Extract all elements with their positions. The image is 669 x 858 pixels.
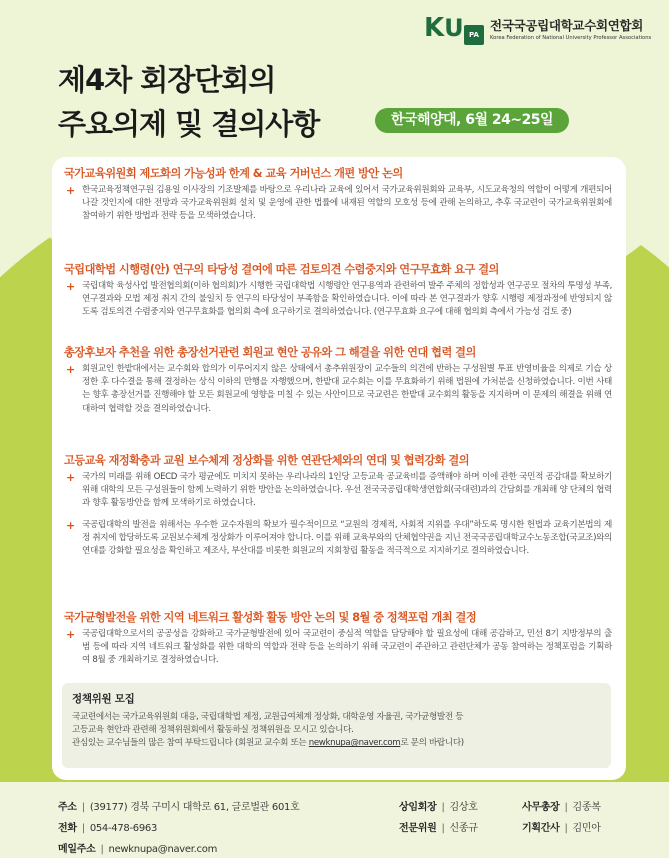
bullet-text: 국립대학 육성사업 발전협의회(이하 협의회)가 시행한 국립대학법 시행령안 연구용역과 관련하여 발주 주체의 정합성과 연구공모 절차의 투명성 부족, 연구결과와 모법 제정 취지 간의 불일치 등 연구의 타당성이 부족함을 확인하였습니다. 이에 따라 본 연구결과가 향후 시행령 제정과정에 반영되지 않도록 검토의견 수렴중지와 연구무효화를 협의회 측에 요구하기로 결의하였습니다. (연구무효화 요구에 대해 협의회 측에서 가능성 검토 중) bbox=[82, 281, 612, 318]
bullet-plus-icon: + bbox=[66, 471, 75, 484]
recruit-box bbox=[62, 683, 611, 768]
agenda-section-3 bbox=[64, 345, 612, 416]
separator: | bbox=[81, 823, 85, 834]
recruit-title: 정책위원 모집 bbox=[72, 693, 135, 705]
separator: | bbox=[441, 823, 445, 834]
recruit-line-1: 국교련에서는 국가교육위원회 대응, 국립대학법 제정, 교원급여체계 정상화, 대학운영 자율권, 국가균형발전 등 bbox=[72, 712, 464, 722]
bullet-text: 국가의 미래를 위해 OECD 국가 평균에도 미치지 못하는 우리나라의 1인당 고등교육 공교육비를 증액해야 하며 이에 관한 국민적 공감대를 확보하기 위해 대학의 모든 구성원들이 함께 노력하기 위한 방안을 논의하였습니다. 우선 전국국공립대학생연합회(국대련)과의 간담회를 개최해 양 단체의 협력과 향후 활동방안을 함께 모색하기로 하였습니다. bbox=[82, 472, 612, 509]
bullet-text: 한국교육정책연구원 김용일 이사장의 기조발제를 바탕으로 우리나라 교육에 있어서 국가교육위원회와 교육부, 시도교육청의 역할이 어떻게 개편되어 나갈 것인지에 대한 전망과 국가교육위원회 설치 및 운영에 관한 법률에 내재된 역할의 모호성 등에 관해 논의하고, 추후 국교련이 국가교육위원회에 참여하기 위한 방법과 전략 등을 모색하였습니다. bbox=[82, 185, 612, 222]
recruit-line-3-end: 로 문의 바랍니다) bbox=[400, 738, 464, 749]
bullet-text: 국공립대학으로서의 공공성을 강화하고 국가균형발전에 있어 국교련이 중심적 역할을 담당해야 할 필요성에 대해 공감하고, 민선 8기 지방정부의 출범 등에 따라 지역 네트워크 활성화를 위한 대학의 역할과 전략 등을 논의하기 위해 국교련이 주관하고 관련단체가 공동 참여하는 정책포럼을 기획하여 8월 중 개최하기로 결정하였습니다. bbox=[82, 629, 612, 666]
email-label: 메일주소 bbox=[58, 844, 96, 855]
logo-mark-pa: PA bbox=[464, 25, 484, 45]
footer-staff-col-1 bbox=[399, 797, 478, 839]
separator: | bbox=[81, 802, 85, 813]
agenda-section-5 bbox=[64, 610, 612, 668]
separator: | bbox=[100, 844, 104, 855]
list-item bbox=[64, 519, 612, 559]
secgen-label: 사무총장 bbox=[522, 802, 560, 813]
bullet-text: 국공립대학의 발전을 위해서는 우수한 교수자원의 확보가 필수적이므로 “교원의 경제적, 사회적 지위를 우대”하도록 명시한 헌법과 교육기본법의 제정 취지에 합당하도록 교원보수체계 정상화가 이루어져야 합니다. 이를 위해 교육부와의 단체협약권을 지닌 전국국공립대학교수노동조합(국교조)와의 연대를 강화할 필요성을 확인하고 제조사, 부산대를 비롯한 회원교의 지회창립 활동을 적극적으로 지지하기로 결의하였습니다. bbox=[82, 519, 612, 557]
planner-value: 김민아 bbox=[572, 823, 601, 834]
footer-chair-row bbox=[399, 797, 478, 818]
separator: | bbox=[441, 802, 445, 813]
recruit-body bbox=[72, 711, 601, 751]
org-logo bbox=[424, 8, 664, 48]
email-value[interactable]: newknupa@naver.com bbox=[108, 844, 218, 855]
secgen-value: 김종복 bbox=[572, 802, 601, 813]
recruit-email-link[interactable]: newknupa@naver.com bbox=[308, 738, 401, 749]
logo-text bbox=[490, 16, 651, 41]
recruit-line-3-start: 관심있는 교수님들의 많은 참여 부탁드립니다 (회원교 교수회 또는 bbox=[72, 738, 309, 749]
list-item bbox=[64, 363, 612, 416]
chair-label: 상임회장 bbox=[399, 802, 437, 813]
list-item bbox=[64, 628, 612, 668]
org-name-english: Korea Federation of National University Professor Associations bbox=[490, 34, 652, 41]
page-title bbox=[58, 58, 319, 146]
policy-value: 신종규 bbox=[449, 823, 478, 834]
footer-address-row bbox=[58, 797, 299, 818]
agenda-section-2 bbox=[64, 262, 612, 320]
org-name-korean: 전국국공립대학교수회연합회 bbox=[490, 17, 644, 33]
logo-mark-u: U bbox=[444, 14, 464, 42]
bullet-plus-icon: + bbox=[66, 518, 75, 532]
section-title: 총장후보자 추천을 위한 총장선거관련 회원교 현안 공유와 그 해결을 위한 연대 협력 결의 bbox=[64, 346, 476, 359]
address-label: 주소 bbox=[58, 802, 77, 813]
phone-label: 전화 bbox=[58, 823, 77, 834]
list-item bbox=[64, 471, 612, 511]
section-title: 국립대학법 시행령(안) 연구의 타당성 결여에 따른 검토의견 수렴중지와 연구무효화 요구 결의 bbox=[64, 263, 499, 276]
separator: | bbox=[564, 802, 568, 813]
footer-phone-row bbox=[58, 818, 299, 839]
list-item bbox=[64, 184, 612, 224]
bullet-plus-icon: + bbox=[66, 628, 75, 641]
section-title: 국가교육위원회 제도화의 가능성과 한계 & 교육 거버넌스 개편 방안 논의 bbox=[64, 167, 403, 180]
logo-mark bbox=[424, 11, 482, 45]
title-line-1: 제4차 회장단회의 bbox=[58, 63, 276, 97]
footer-policy-row bbox=[399, 818, 478, 839]
list-item bbox=[64, 280, 612, 320]
chair-value: 김상호 bbox=[449, 802, 478, 813]
phone-value: 054-478-6963 bbox=[89, 823, 158, 834]
footer-contact bbox=[58, 797, 299, 858]
bullet-plus-icon: + bbox=[66, 363, 75, 376]
title-line-2: 주요의제 및 결의사항 bbox=[58, 107, 320, 141]
footer-staff-col-2 bbox=[522, 797, 601, 839]
bullet-text: 회원교인 한밭대에서는 교수회와 합의가 이루어지지 않은 상태에서 총추위원장이 교수들의 의견에 반하는 구성원별 투표 반영비율을 의제로 기습 상정한 후 다수결을 통해 결정하는 상식 이하의 만행을 자행했으며, 한밭대 교수회는 이를 무효화하기 위해 법원에 가처분을 신청하였습니다. 이번 사태는 향후 총장선거를 진행해야 할 모든 회원교에 영향을 미칠 수 있는 사안이므로 국교련은 한밭대 교수회의 활동을 지지하며 이 문제의 해결을 위해 연대하여 협력할 것을 결의하였습니다. bbox=[82, 364, 612, 414]
logo-mark-k: K bbox=[424, 13, 445, 43]
footer-secgen-row bbox=[522, 797, 601, 818]
planner-label: 기획간사 bbox=[522, 823, 560, 834]
footer-email-row bbox=[58, 839, 299, 858]
address-value: (39177) 경북 구미시 대학로 61, 글로벌관 601호 bbox=[89, 802, 300, 813]
bullet-plus-icon: + bbox=[66, 184, 75, 197]
separator: | bbox=[564, 823, 568, 834]
agenda-section-4 bbox=[64, 453, 612, 558]
agenda-section-1 bbox=[64, 166, 612, 224]
recruit-line-3 bbox=[72, 737, 601, 750]
policy-label: 전문위원 bbox=[399, 823, 437, 834]
date-badge: 한국해양대, 6월 24~25일 bbox=[375, 108, 569, 133]
footer-planner-row bbox=[522, 818, 601, 839]
recruit-line-2: 고등교육 현안과 관련해 정책위원회에서 활동하실 정책위원을 모시고 있습니다. bbox=[72, 725, 354, 736]
section-title: 국가균형발전을 위한 지역 네트워크 활성화 활동 방안 논의 및 8월 중 정책포럼 개최 결정 bbox=[64, 611, 477, 624]
section-title: 고등교육 재정확충과 교원 보수체계 정상화를 위한 연관단체와의 연대 및 협력강화 결의 bbox=[64, 454, 470, 467]
bullet-plus-icon: + bbox=[66, 280, 75, 293]
